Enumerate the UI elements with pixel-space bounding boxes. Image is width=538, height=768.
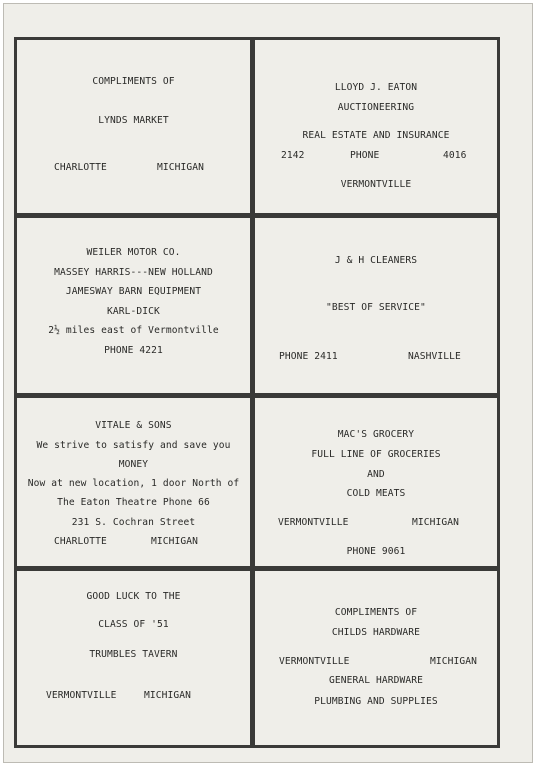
ad-line: We strive to satisfy and save you [36, 440, 231, 451]
ad-line: J & H CLEANERS [334, 255, 418, 266]
ad-line: AND [367, 469, 385, 480]
ad-line: GENERAL HARDWARE [328, 675, 423, 686]
ad-line: 231 S. Cochran Street [71, 517, 196, 528]
ad-state: MICHIGAN [151, 536, 199, 547]
ad-line: GOOD LUCK TO THE [86, 591, 181, 602]
ad-line: LLOYD J. EATON [334, 82, 418, 93]
ad-state: MICHIGAN [412, 517, 460, 528]
ad-line: FULL LINE OF GROCERIES [311, 449, 441, 460]
ad-line: PHONE 4221 [104, 345, 163, 356]
ad-state: MICHIGAN [144, 690, 192, 701]
ad-line: "BEST OF SERVICE" [326, 302, 426, 313]
ad-line: PLUMBING AND SUPPLIES [314, 696, 438, 707]
ad-line: Now at new location, 1 door North of [27, 478, 240, 489]
ad-line: AUCTIONEERING [337, 102, 415, 113]
ad-line: MASSEY HARRIS---NEW HOLLAND [54, 267, 213, 278]
ad-line: VITALE & SONS [95, 420, 172, 431]
ad-city: CHARLOTTE [54, 536, 107, 547]
ad-grid [14, 37, 500, 748]
ad-lloyd-eaton [255, 40, 497, 213]
ad-line: REAL ESTATE AND INSURANCE [302, 130, 450, 141]
ad-phone-number: 4016 [443, 150, 467, 161]
ad-city: VERMONTVILLE [340, 179, 412, 190]
ad-line: LYNDS MARKET [98, 115, 169, 126]
ad-line: TRUMBLES TAVERN [89, 649, 178, 660]
ad-phone-prefix: 2142 [281, 150, 305, 161]
ad-state: MICHIGAN [430, 656, 478, 667]
ad-lynds-market [17, 40, 250, 213]
ad-city: VERMONTVILLE [278, 517, 349, 528]
ad-city: VERMONTVILLE [279, 656, 350, 667]
ad-line: CHILDS HARDWARE [331, 627, 421, 638]
ad-childs-hardware [255, 571, 497, 745]
ad-line: COMPLIMENTS OF [92, 76, 175, 87]
ad-line: CLASS OF '51 [98, 619, 169, 630]
ad-phone: PHONE 2411 [279, 351, 338, 362]
ad-macs-grocery [255, 398, 497, 566]
ad-line: JAMESWAY BARN EQUIPMENT [65, 286, 202, 297]
ad-jh-cleaners [255, 218, 497, 393]
ad-city: VERMONTVILLE [46, 690, 117, 701]
ad-city: CHARLOTTE [54, 162, 107, 173]
ad-state: MICHIGAN [157, 162, 205, 173]
ad-line: COLD MEATS [346, 488, 406, 499]
ad-line: KARL-DICK [107, 306, 160, 317]
ad-weiler-motor [17, 218, 250, 393]
ad-line: MAC'S GROCERY [337, 429, 415, 440]
ad-phone-label: PHONE [350, 150, 380, 161]
ad-line: WEILER MOTOR CO. [86, 247, 181, 258]
ad-trumbles-tavern [17, 571, 250, 745]
ad-line: COMPLIMENTS OF [334, 607, 418, 618]
ad-vitale-sons [17, 398, 250, 566]
ad-city: NASHVILLE [408, 351, 461, 362]
ad-phone: PHONE 9061 [346, 546, 406, 557]
page [3, 3, 533, 763]
ad-line: MONEY [118, 459, 149, 470]
ad-line: 2½ miles east of Vermontville [48, 325, 219, 336]
ad-line: The Eaton Theatre Phone 66 [57, 497, 210, 508]
